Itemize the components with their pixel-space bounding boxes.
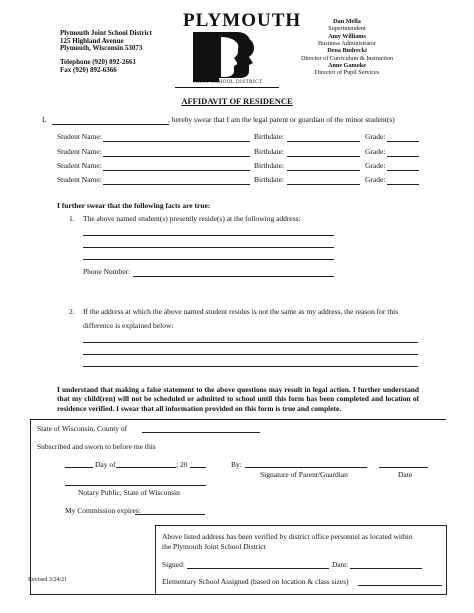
staff-list [275, 18, 419, 77]
student-name-field[interactable] [103, 156, 250, 157]
logo-wordmark: PLYMOUTH [183, 10, 302, 31]
state-label: State of Wisconsin, County of [37, 424, 128, 433]
logo-underline [175, 87, 279, 88]
grade-field[interactable] [387, 156, 419, 157]
signature-date-field[interactable] [379, 467, 428, 468]
verify-date-label: Date: [332, 560, 349, 569]
staff-name: Dena Budrecki [327, 47, 367, 55]
by-label: By: [231, 460, 242, 469]
district-name: Plymouth Joint School District [60, 29, 152, 37]
student-name-field[interactable] [103, 170, 250, 171]
county-field[interactable] [142, 432, 260, 433]
student-label: Student Name: [57, 132, 102, 141]
year-field[interactable] [190, 467, 206, 468]
birthdate-field[interactable] [287, 170, 360, 171]
year-label: ; 20 [176, 460, 188, 469]
reason-line-1[interactable] [83, 342, 418, 343]
address-line-3[interactable] [83, 259, 334, 260]
birthdate-label: Birthdate: [254, 132, 284, 141]
birthdate-label: Birthdate: [254, 147, 284, 156]
parent-name-field[interactable] [52, 124, 169, 125]
student-name-field[interactable] [103, 141, 250, 142]
student-label: Student Name: [57, 147, 102, 156]
student-label: Student Name: [57, 175, 102, 184]
date-caption: Date [398, 470, 413, 479]
verify-text-2: the Plymouth Joint School District [162, 542, 266, 551]
birthdate-label: Birthdate: [254, 161, 284, 170]
birthdate-field[interactable] [287, 184, 360, 185]
school-assigned-field[interactable] [358, 585, 442, 586]
day-label: Day of [95, 460, 116, 469]
staff-name: Amy Williams [328, 32, 366, 40]
student-label: Student Name: [57, 161, 102, 170]
month-field[interactable] [116, 467, 176, 468]
school-assigned-label: Elementary School Assigned (based on location & class sizes) [162, 577, 349, 586]
grade-field[interactable] [387, 141, 419, 142]
swear-prefix: I, [42, 115, 47, 124]
item-1-number: 1. [69, 214, 75, 223]
grade-label: Grade: [365, 132, 386, 141]
address-line-1[interactable] [83, 235, 334, 236]
commission-label: My Commission expires: [65, 506, 141, 515]
birthdate-field[interactable] [287, 156, 360, 157]
two-faces-logo-icon [189, 32, 267, 82]
verify-date-field[interactable] [350, 568, 422, 569]
item-2-text: If the address at which the above named student resides is not the same as my address, the reason for this [83, 307, 399, 316]
revision-date: Revised 3/24/21 [28, 577, 68, 583]
district-address: 125 Highland Avenue [60, 36, 124, 45]
district-info [60, 30, 152, 74]
page-title: AFFIDAVIT OF RESIDENCE [181, 96, 293, 106]
birthdate-label: Birthdate: [254, 175, 284, 184]
legal-warning: I understand that making a false statement to the above questions may result in legal action. I further understand that my child(ren) will not be scheduled or admitted to school until this form has been completed and location of residence verified. I swear that all information provided on this form is true and complete. [57, 385, 419, 413]
staff-name: Anne Gamoke [328, 61, 366, 69]
phone-field[interactable] [133, 276, 334, 277]
reason-line-2[interactable] [83, 354, 418, 355]
verify-text-1: Above listed address has been verified by district office personnel as located within [162, 532, 413, 541]
staff-title: Business Administrator [318, 39, 376, 47]
district-telephone: Telephone (920) 892-2661 [60, 58, 136, 67]
notary-label: Notary Public, State of Wisconsin [78, 488, 180, 497]
birthdate-field[interactable] [287, 141, 360, 142]
parent-signature-field[interactable] [245, 467, 367, 468]
staff-title: Superintendent [328, 25, 366, 33]
phone-label: Phone Number: [83, 267, 131, 276]
reason-line-3[interactable] [83, 366, 418, 367]
signature-caption: Signature of Parent/Guardian [260, 470, 348, 479]
logo-subtitle: JOINT SCHOOL DISTRICT [193, 80, 263, 85]
notary-signature-field[interactable] [65, 485, 206, 486]
grade-field[interactable] [387, 184, 419, 185]
district-fax: Fax (920) 892-6366 [60, 65, 117, 74]
student-name-field[interactable] [103, 184, 250, 185]
staff-title: Director of Pupil Services [314, 69, 380, 77]
facts-heading: I further swear that the following facts are true: [57, 201, 211, 210]
district-city: Plymouth, Wisconsin 53073 [60, 44, 143, 53]
subscribed-label: Subscribed and sworn to before me this [37, 442, 156, 451]
staff-name: Dan Mella [333, 18, 361, 25]
day-field[interactable] [65, 467, 93, 468]
staff-title: Director of Curriculum & Instruction [300, 54, 394, 62]
address-line-2[interactable] [83, 247, 334, 248]
grade-label: Grade: [365, 147, 386, 156]
grade-label: Grade: [365, 175, 386, 184]
grade-field[interactable] [387, 170, 419, 171]
verify-signature-field[interactable] [187, 568, 329, 569]
item-2-number: 2. [69, 307, 75, 316]
item-2-text-cont: difference is explained below: [83, 321, 174, 330]
commission-field[interactable] [135, 514, 205, 515]
swear-text: , hereby swear that I am the legal parent or guardian of the minor student(s) [168, 115, 395, 124]
item-1-text: The above named student(s) presently reside(s) at the following address: [83, 214, 301, 223]
grade-label: Grade: [365, 161, 386, 170]
district-logo [183, 10, 302, 92]
verify-signed-label: Signed: [162, 560, 185, 569]
